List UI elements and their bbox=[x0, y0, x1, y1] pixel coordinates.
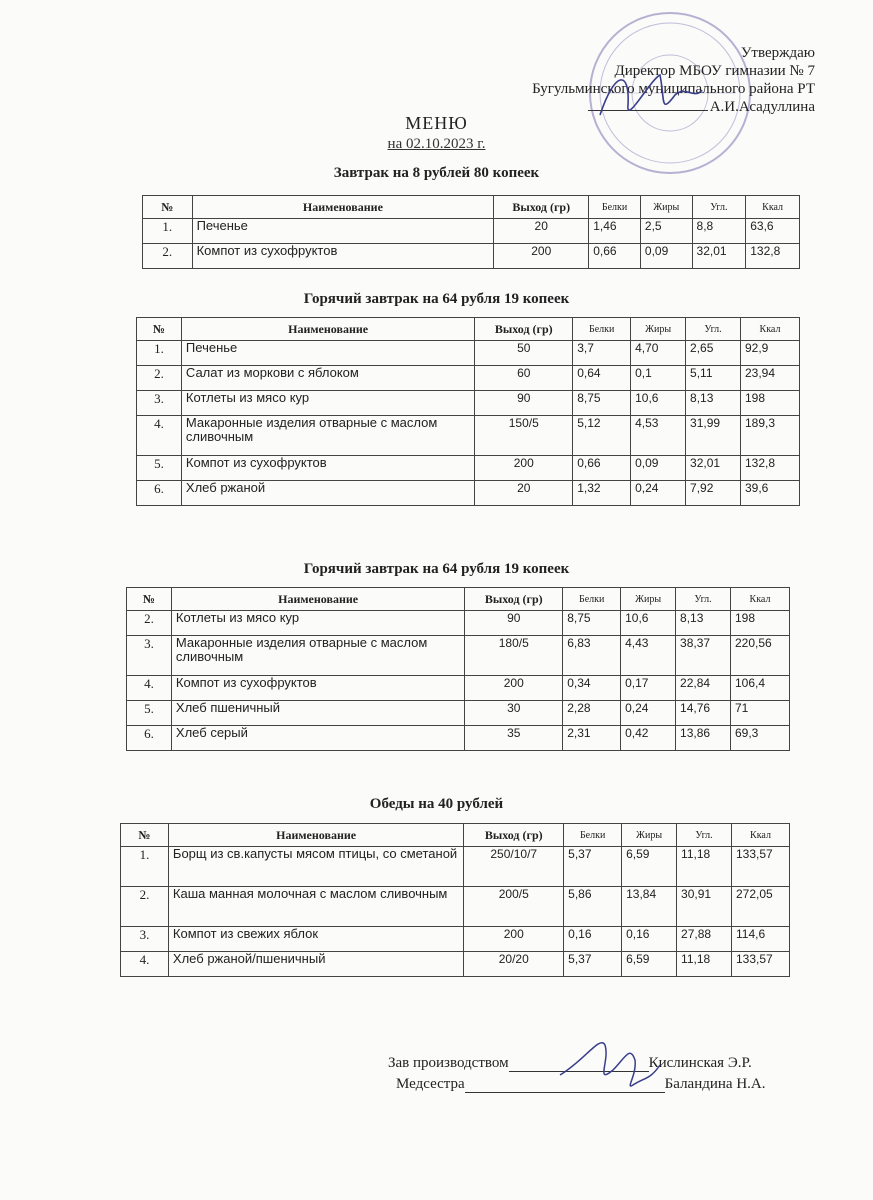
row-yield: 150/5 bbox=[475, 416, 573, 456]
row-name: Котлеты из мясо кур bbox=[171, 611, 464, 636]
row-kcal: 133,57 bbox=[732, 952, 790, 977]
row-carbs: 8,8 bbox=[692, 219, 746, 244]
row-carbs: 31,99 bbox=[686, 416, 741, 456]
col-fat: Жиры bbox=[640, 196, 692, 219]
row-name: Салат из моркови с яблоком bbox=[181, 366, 474, 391]
table-header-row bbox=[121, 824, 790, 847]
section-title: Горячий завтрак на 64 рубля 19 копеек bbox=[303, 561, 570, 577]
row-num: 2. bbox=[127, 611, 172, 636]
row-fat: 0,42 bbox=[621, 726, 676, 751]
row-name: Хлеб ржаной bbox=[181, 481, 474, 506]
col-protein: Белки bbox=[573, 318, 631, 341]
row-num: 2. bbox=[137, 366, 182, 391]
table-row bbox=[121, 887, 790, 927]
menu-table-breakfast bbox=[142, 195, 800, 269]
row-name: Печенье bbox=[192, 219, 494, 244]
row-fat: 0,09 bbox=[640, 244, 692, 269]
row-num: 4. bbox=[137, 416, 182, 456]
row-num: 1. bbox=[143, 219, 193, 244]
row-fat: 4,53 bbox=[631, 416, 686, 456]
row-fat: 4,43 bbox=[621, 636, 676, 676]
row-kcal: 220,56 bbox=[731, 636, 790, 676]
row-protein: 1,32 bbox=[573, 481, 631, 506]
row-num: 6. bbox=[127, 726, 172, 751]
table-row bbox=[127, 611, 790, 636]
row-fat: 0,1 bbox=[631, 366, 686, 391]
col-yield: Выход (гр) bbox=[475, 318, 573, 341]
table-row bbox=[143, 219, 800, 244]
row-num: 2. bbox=[143, 244, 193, 269]
approval-heading: Утверждаю bbox=[740, 45, 815, 61]
row-kcal: 63,6 bbox=[746, 219, 800, 244]
approval-director-name: А.И.Асадуллина bbox=[709, 99, 815, 115]
table-row bbox=[121, 952, 790, 977]
row-carbs: 8,13 bbox=[686, 391, 741, 416]
table-row bbox=[121, 847, 790, 887]
row-num: 2. bbox=[121, 887, 169, 927]
col-num: № bbox=[121, 824, 169, 847]
row-carbs: 7,92 bbox=[686, 481, 741, 506]
row-num: 4. bbox=[127, 676, 172, 701]
col-kcal: Ккал bbox=[732, 824, 790, 847]
row-kcal: 272,05 bbox=[732, 887, 790, 927]
row-name: Компот из сухофруктов bbox=[181, 456, 474, 481]
row-protein: 0,66 bbox=[573, 456, 631, 481]
row-yield: 200/5 bbox=[464, 887, 564, 927]
row-name: Компот из сухофруктов bbox=[171, 676, 464, 701]
col-yield: Выход (гр) bbox=[494, 196, 589, 219]
row-yield: 200 bbox=[494, 244, 589, 269]
row-fat: 0,16 bbox=[622, 927, 677, 952]
row-name: Компот из сухофруктов bbox=[192, 244, 494, 269]
row-protein: 8,75 bbox=[563, 611, 621, 636]
row-yield: 200 bbox=[475, 456, 573, 481]
row-yield: 180/5 bbox=[465, 636, 563, 676]
row-kcal: 198 bbox=[731, 611, 790, 636]
col-name: Наименование bbox=[171, 588, 464, 611]
row-protein: 2,28 bbox=[563, 701, 621, 726]
row-kcal: 106,4 bbox=[731, 676, 790, 701]
row-name: Макаронные изделия отварные с маслом сливочным bbox=[181, 416, 474, 456]
row-fat: 0,17 bbox=[621, 676, 676, 701]
table-header-row bbox=[143, 196, 800, 219]
row-yield: 30 bbox=[465, 701, 563, 726]
row-carbs: 11,18 bbox=[677, 952, 732, 977]
row-carbs: 32,01 bbox=[692, 244, 746, 269]
row-num: 3. bbox=[121, 927, 169, 952]
row-num: 5. bbox=[137, 456, 182, 481]
row-protein: 1,46 bbox=[589, 219, 641, 244]
section-title: Горячий завтрак на 64 рубля 19 копеек bbox=[303, 291, 570, 307]
row-num: 1. bbox=[121, 847, 169, 887]
row-protein: 0,34 bbox=[563, 676, 621, 701]
table-row bbox=[143, 244, 800, 269]
footer-person: Баландина Н.А. bbox=[664, 1076, 766, 1092]
row-fat: 6,59 bbox=[622, 847, 677, 887]
row-name: Компот из свежих яблок bbox=[168, 927, 463, 952]
chef-signature bbox=[555, 1030, 665, 1100]
row-yield: 50 bbox=[475, 341, 573, 366]
row-fat: 0,09 bbox=[631, 456, 686, 481]
col-yield: Выход (гр) bbox=[465, 588, 563, 611]
row-kcal: 132,8 bbox=[741, 456, 800, 481]
col-protein: Белки bbox=[564, 824, 622, 847]
row-fat: 2,5 bbox=[640, 219, 692, 244]
row-yield: 20/20 bbox=[464, 952, 564, 977]
row-kcal: 132,8 bbox=[746, 244, 800, 269]
row-kcal: 198 bbox=[741, 391, 800, 416]
row-name: Борщ из св.капусты мясом птицы, со сметаной bbox=[168, 847, 463, 887]
row-num: 4. bbox=[121, 952, 169, 977]
row-yield: 200 bbox=[465, 676, 563, 701]
footer-role: Медсестра bbox=[396, 1076, 465, 1092]
row-protein: 5,86 bbox=[564, 887, 622, 927]
col-fat: Жиры bbox=[631, 318, 686, 341]
approval-position: Директор МБОУ гимназии № 7 bbox=[614, 63, 815, 79]
table-row bbox=[137, 481, 800, 506]
table-header-row bbox=[127, 588, 790, 611]
table-row bbox=[127, 676, 790, 701]
col-protein: Белки bbox=[589, 196, 641, 219]
row-carbs: 2,65 bbox=[686, 341, 741, 366]
row-name: Котлеты из мясо кур bbox=[181, 391, 474, 416]
menu-table-hot-breakfast-2 bbox=[126, 587, 790, 751]
col-name: Наименование bbox=[168, 824, 463, 847]
row-carbs: 32,01 bbox=[686, 456, 741, 481]
row-carbs: 30,91 bbox=[677, 887, 732, 927]
footer-role: Зав производством bbox=[388, 1055, 509, 1071]
row-name: Хлеб ржаной/пшеничный bbox=[168, 952, 463, 977]
row-name: Хлеб пшеничный bbox=[171, 701, 464, 726]
menu-date: на 02.10.2023 г. bbox=[387, 136, 486, 152]
row-yield: 20 bbox=[475, 481, 573, 506]
col-kcal: Ккал bbox=[746, 196, 800, 219]
table-row bbox=[127, 701, 790, 726]
row-num: 5. bbox=[127, 701, 172, 726]
row-kcal: 133,57 bbox=[732, 847, 790, 887]
row-yield: 90 bbox=[465, 611, 563, 636]
menu-table-hot-breakfast-1 bbox=[136, 317, 800, 506]
row-protein: 0,16 bbox=[564, 927, 622, 952]
row-yield: 60 bbox=[475, 366, 573, 391]
row-num: 6. bbox=[137, 481, 182, 506]
row-kcal: 39,6 bbox=[741, 481, 800, 506]
row-protein: 5,37 bbox=[564, 847, 622, 887]
row-yield: 250/10/7 bbox=[464, 847, 564, 887]
row-carbs: 27,88 bbox=[677, 927, 732, 952]
col-carbs: Угл. bbox=[676, 588, 731, 611]
row-name: Макаронные изделия отварные с маслом сливочным bbox=[171, 636, 464, 676]
row-yield: 20 bbox=[494, 219, 589, 244]
row-protein: 0,64 bbox=[573, 366, 631, 391]
row-name: Хлеб серый bbox=[171, 726, 464, 751]
row-kcal: 71 bbox=[731, 701, 790, 726]
row-num: 3. bbox=[127, 636, 172, 676]
row-carbs: 11,18 bbox=[677, 847, 732, 887]
row-protein: 2,31 bbox=[563, 726, 621, 751]
row-fat: 10,6 bbox=[621, 611, 676, 636]
col-yield: Выход (гр) bbox=[464, 824, 564, 847]
row-kcal: 189,3 bbox=[741, 416, 800, 456]
col-num: № bbox=[143, 196, 193, 219]
row-protein: 6,83 bbox=[563, 636, 621, 676]
table-row bbox=[137, 366, 800, 391]
row-fat: 0,24 bbox=[631, 481, 686, 506]
table-row bbox=[137, 391, 800, 416]
col-kcal: Ккал bbox=[731, 588, 790, 611]
col-carbs: Угл. bbox=[686, 318, 741, 341]
row-yield: 90 bbox=[475, 391, 573, 416]
row-protein: 3,7 bbox=[573, 341, 631, 366]
row-kcal: 92,9 bbox=[741, 341, 800, 366]
menu-table-lunch bbox=[120, 823, 790, 977]
row-protein: 8,75 bbox=[573, 391, 631, 416]
col-name: Наименование bbox=[192, 196, 494, 219]
table-row bbox=[121, 927, 790, 952]
row-kcal: 23,94 bbox=[741, 366, 800, 391]
table-row bbox=[127, 726, 790, 751]
row-fat: 13,84 bbox=[622, 887, 677, 927]
col-name: Наименование bbox=[181, 318, 474, 341]
row-num: 1. bbox=[137, 341, 182, 366]
col-kcal: Ккал bbox=[741, 318, 800, 341]
row-name: Каша манная молочная с маслом сливочным bbox=[168, 887, 463, 927]
footer-person: Кислинская Э.Р. bbox=[648, 1055, 752, 1071]
table-row bbox=[137, 416, 800, 456]
row-carbs: 5,11 bbox=[686, 366, 741, 391]
row-carbs: 14,76 bbox=[676, 701, 731, 726]
page-title: МЕНЮ bbox=[405, 113, 468, 133]
row-protein: 5,12 bbox=[573, 416, 631, 456]
row-fat: 4,70 bbox=[631, 341, 686, 366]
row-kcal: 114,6 bbox=[732, 927, 790, 952]
table-row bbox=[127, 636, 790, 676]
table-row bbox=[137, 456, 800, 481]
row-carbs: 8,13 bbox=[676, 611, 731, 636]
col-num: № bbox=[137, 318, 182, 341]
approval-district: Бугульминского муниципального района РТ bbox=[532, 81, 815, 97]
section-title: Завтрак на 8 рублей 80 копеек bbox=[333, 165, 540, 181]
row-protein: 5,37 bbox=[564, 952, 622, 977]
row-yield: 200 bbox=[464, 927, 564, 952]
row-carbs: 38,37 bbox=[676, 636, 731, 676]
col-protein: Белки bbox=[563, 588, 621, 611]
row-num: 3. bbox=[137, 391, 182, 416]
row-fat: 10,6 bbox=[631, 391, 686, 416]
section-title: Обеды на 40 рублей bbox=[369, 796, 504, 812]
col-fat: Жиры bbox=[622, 824, 677, 847]
table-row bbox=[137, 341, 800, 366]
row-fat: 6,59 bbox=[622, 952, 677, 977]
row-carbs: 22,84 bbox=[676, 676, 731, 701]
col-carbs: Угл. bbox=[677, 824, 732, 847]
row-fat: 0,24 bbox=[621, 701, 676, 726]
row-protein: 0,66 bbox=[589, 244, 641, 269]
col-fat: Жиры bbox=[621, 588, 676, 611]
col-num: № bbox=[127, 588, 172, 611]
row-name: Печенье bbox=[181, 341, 474, 366]
row-carbs: 13,86 bbox=[676, 726, 731, 751]
col-carbs: Угл. bbox=[692, 196, 746, 219]
row-yield: 35 bbox=[465, 726, 563, 751]
row-kcal: 69,3 bbox=[731, 726, 790, 751]
table-header-row bbox=[137, 318, 800, 341]
